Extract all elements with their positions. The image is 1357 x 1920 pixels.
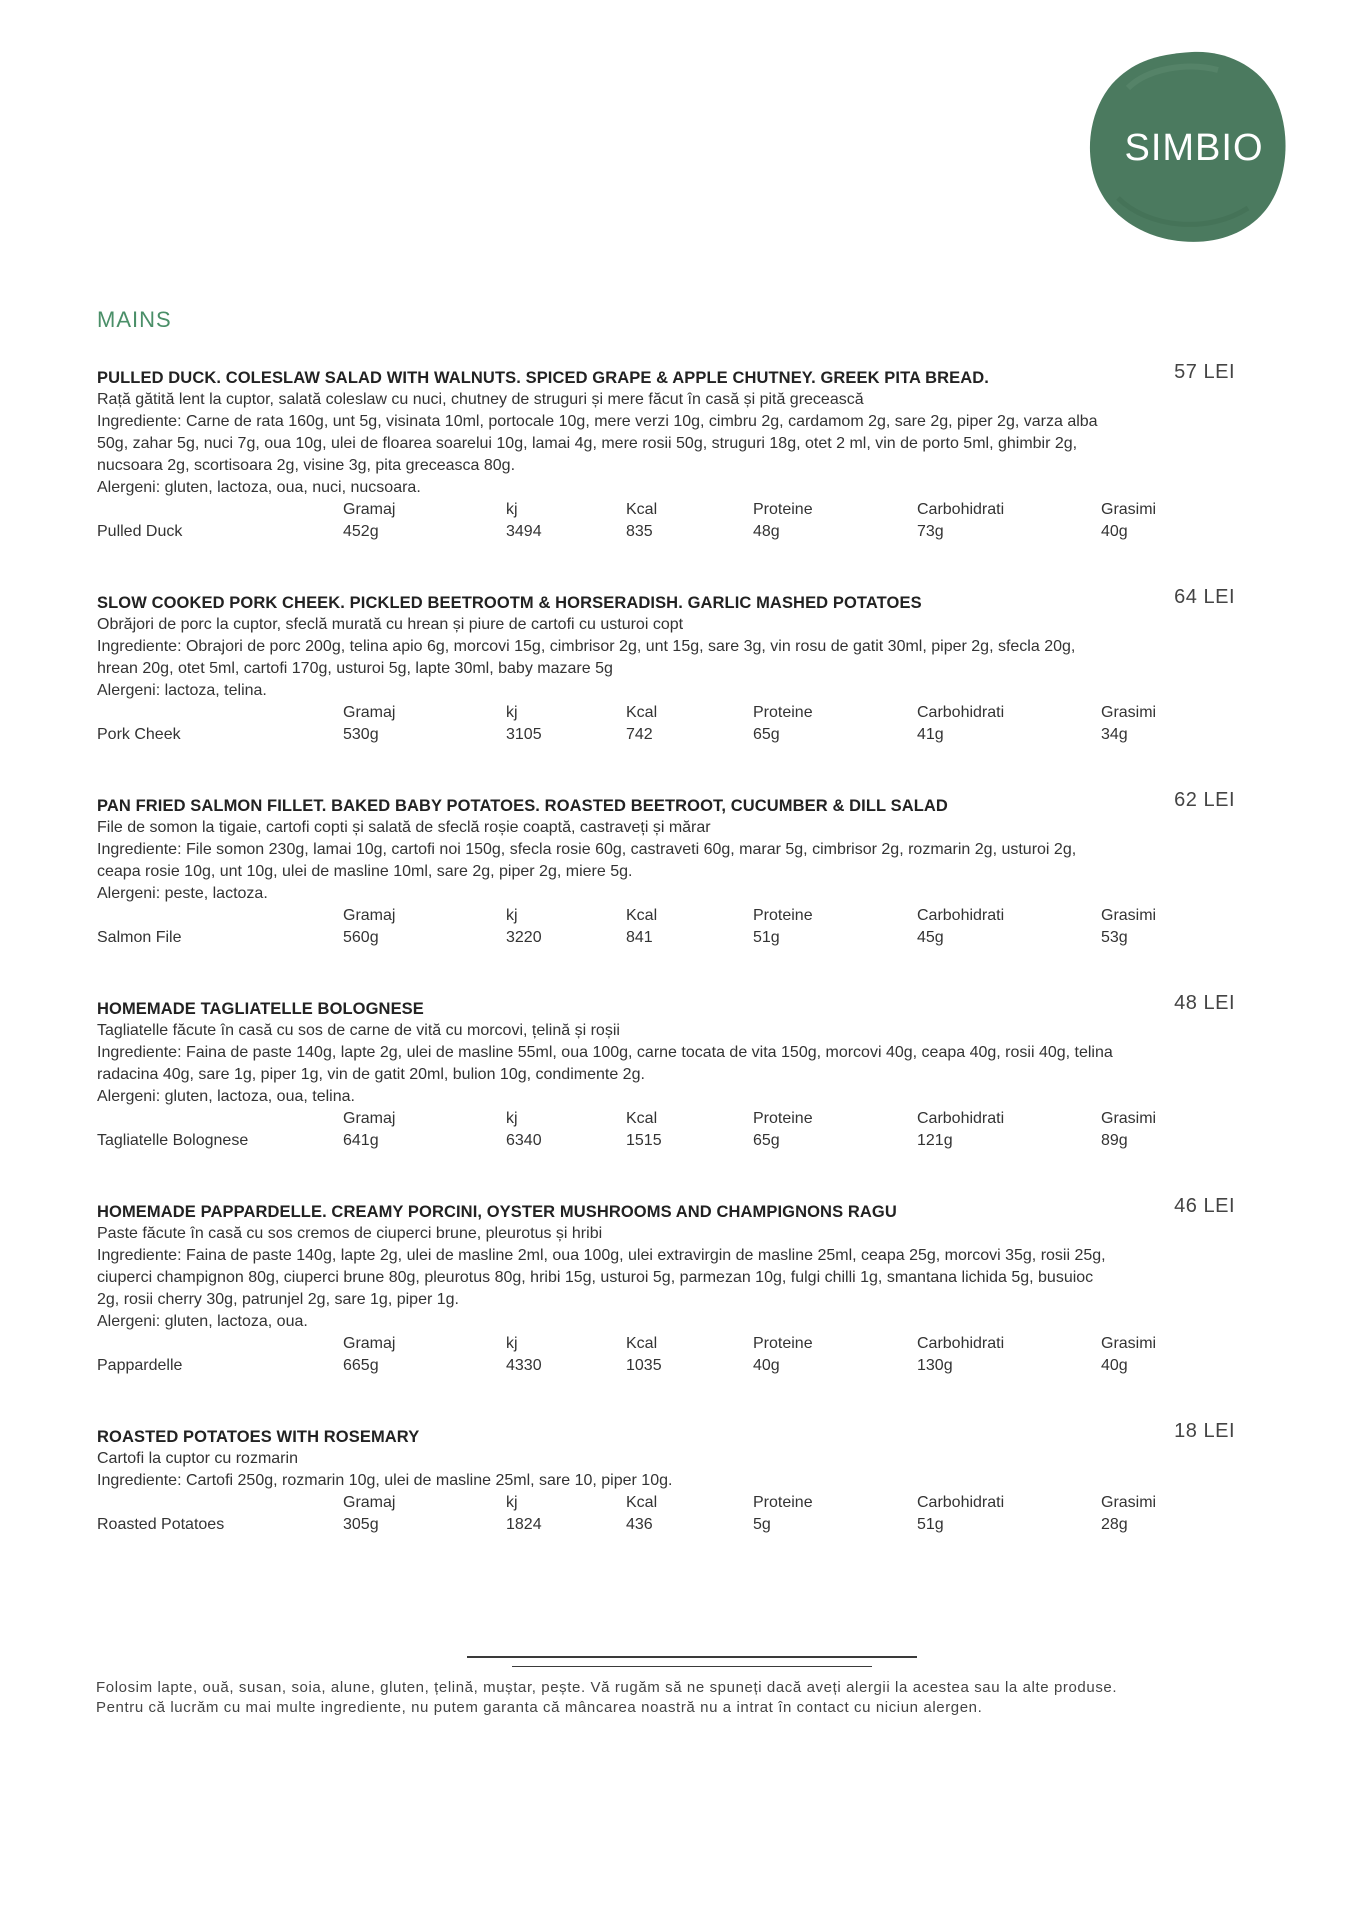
ingredients-line: Ingrediente: Cartofi 250g, rozmarin 10g, ulei de masline 25ml, sare 10, piper 10g. (97, 1472, 673, 1489)
dish-price: 18 LEI (1174, 1420, 1235, 1442)
nutrition-value: 530g (343, 726, 379, 743)
nutrition-value: 665g (343, 1357, 379, 1374)
allergens-line: Alergeni: gluten, lactoza, oua, telina. (97, 1088, 355, 1105)
dish-title: PULLED DUCK. COLESLAW SALAD WITH WALNUTS. SPICED GRAPE & APPLE CHUTNEY. GREEK PITA BREAD. (97, 369, 989, 387)
ingredients-line: Ingrediente: Carne de rata 160g, unt 5g, visinata 10ml, portocale 10g, mere verzi 10g, cimbru 2g, cardamom 2g, sare 2g, piper 2g, varza alba (97, 413, 1098, 430)
nutrition-header: Grasimi (1101, 1110, 1157, 1127)
dish-title: SLOW COOKED PORK CHEEK. PICKLED BEETROOTM & HORSERADISH. GARLIC MASHED POTATOES (97, 594, 922, 612)
nutrition-dish-name: Roasted Potatoes (97, 1516, 225, 1533)
ingredients-line: Ingrediente: File somon 230g, lamai 10g, cartofi noi 150g, sfecla rosie 60g, castraveti 60g, marar 5g, cimbrisor 2g, rozmarin 2g, usturoi 2g, (97, 841, 1077, 858)
dish-description: Tagliatelle făcute în casă cu sos de carne de vită cu morcovi, țelină și roșii (97, 1022, 620, 1039)
nutrition-header: Proteine (753, 1494, 813, 1511)
nutrition-header: Kcal (626, 1494, 658, 1511)
nutrition-value: 641g (343, 1132, 379, 1149)
nutrition-header: Gramaj (343, 907, 396, 924)
nutrition-value: 3494 (506, 523, 542, 540)
nutrition-header: Gramaj (343, 501, 396, 518)
nutrition-header: Carbohidrati (917, 907, 1005, 924)
nutrition-header: Carbohidrati (917, 704, 1005, 721)
nutrition-value: 4330 (506, 1357, 542, 1374)
nutrition-table (97, 702, 1267, 746)
nutrition-dish-name: Tagliatelle Bolognese (97, 1132, 249, 1149)
dish-title: HOMEMADE PAPPARDELLE. CREAMY PORCINI, OYSTER MUSHROOMS AND CHAMPIGNONS RAGU (97, 1203, 897, 1221)
nutrition-header: Proteine (753, 704, 813, 721)
nutrition-value: 560g (343, 929, 379, 946)
dish-description: Paste făcute în casă cu sos cremos de ciuperci brune, pleurotus și hribi (97, 1225, 603, 1242)
nutrition-header: Carbohidrati (917, 1110, 1005, 1127)
menu-item (97, 992, 1267, 1152)
nutrition-value: 51g (917, 1516, 944, 1533)
nutrition-value: 1035 (626, 1357, 662, 1374)
nutrition-header: Kcal (626, 1335, 658, 1352)
nutrition-table (97, 905, 1267, 949)
dish-price: 62 LEI (1174, 789, 1235, 811)
nutrition-header: Grasimi (1101, 501, 1157, 518)
nutrition-header: kj (506, 1494, 518, 1511)
nutrition-header: kj (506, 1110, 518, 1127)
nutrition-value: 130g (917, 1357, 953, 1374)
logo-text: SIMBIO (1124, 126, 1264, 169)
allergen-notice (96, 1678, 1276, 1718)
nutrition-value: 5g (753, 1516, 771, 1533)
nutrition-dish-name: Pork Cheek (97, 726, 181, 743)
nutrition-header: kj (506, 501, 518, 518)
nutrition-table (97, 1108, 1267, 1152)
nutrition-dish-name: Pappardelle (97, 1357, 183, 1374)
nutrition-value: 40g (1101, 1357, 1128, 1374)
nutrition-header: Grasimi (1101, 704, 1157, 721)
nutrition-table (97, 1333, 1267, 1377)
ingredients-line: nucsoara 2g, scortisoara 2g, visine 3g, pita greceasca 80g. (97, 457, 516, 474)
menu-item (97, 1420, 1267, 1536)
ingredients-line: hrean 20g, otet 5ml, cartofi 170g, usturoi 5g, lapte 30ml, baby mazare 5g (97, 660, 613, 677)
allergens-line: Alergeni: lactoza, telina. (97, 682, 267, 699)
nutrition-dish-name: Pulled Duck (97, 523, 183, 540)
ingredients-line: ceapa rosie 10g, unt 10g, ulei de masline 10ml, sare 2g, piper 2g, miere 5g. (97, 863, 633, 880)
dish-title: ROASTED POTATOES WITH ROSEMARY (97, 1428, 420, 1446)
allergens-line: Alergeni: peste, lactoza. (97, 885, 268, 902)
nutrition-value: 73g (917, 523, 944, 540)
nutrition-header: Gramaj (343, 1335, 396, 1352)
nutrition-value: 3105 (506, 726, 542, 743)
nutrition-value: 6340 (506, 1132, 542, 1149)
nutrition-header: kj (506, 907, 518, 924)
dish-description: Cartofi la cuptor cu rozmarin (97, 1450, 298, 1467)
allergens-line: Alergeni: gluten, lactoza, oua, nuci, nucsoara. (97, 479, 421, 496)
nutrition-value: 835 (626, 523, 653, 540)
nutrition-value: 48g (753, 523, 780, 540)
nutrition-value: 65g (753, 1132, 780, 1149)
nutrition-header: Grasimi (1101, 907, 1157, 924)
allergen-notice-line: Folosim lapte, ouă, susan, soia, alune, gluten, țelină, muștar, pește. Vă rugăm să ne spuneți dacă aveți alergii la acestea sau la alte produse. (96, 1679, 1118, 1696)
nutrition-header: kj (506, 1335, 518, 1352)
nutrition-value: 121g (917, 1132, 953, 1149)
nutrition-value: 3220 (506, 929, 542, 946)
dish-price: 48 LEI (1174, 992, 1235, 1014)
footer-divider-bottom (512, 1666, 872, 1667)
section-title: MAINS (97, 307, 172, 332)
nutrition-header: Kcal (626, 907, 658, 924)
nutrition-value: 841 (626, 929, 653, 946)
nutrition-value: 1515 (626, 1132, 662, 1149)
nutrition-value: 452g (343, 523, 379, 540)
nutrition-dish-name: Salmon File (97, 929, 182, 946)
menu-item (97, 789, 1267, 949)
dish-title: PAN FRIED SALMON FILLET. BAKED BABY POTATOES. ROASTED BEETROOT, CUCUMBER & DILL SALAD (97, 797, 948, 815)
nutrition-value: 436 (626, 1516, 653, 1533)
dish-description: Obrăjori de porc la cuptor, sfeclă murată cu hrean și piure de cartofi cu usturoi copt (97, 616, 684, 633)
menu-item (97, 1195, 1267, 1377)
footer-divider-top (467, 1656, 917, 1658)
nutrition-value: 45g (917, 929, 944, 946)
menu-item (97, 586, 1267, 746)
dish-description: Rață gătită lent la cuptor, salată coleslaw cu nuci, chutney de struguri și mere făcut în casă și pită grecească (97, 391, 864, 408)
dish-price: 46 LEI (1174, 1195, 1235, 1217)
nutrition-value: 65g (753, 726, 780, 743)
nutrition-value: 41g (917, 726, 944, 743)
nutrition-header: Carbohidrati (917, 1335, 1005, 1352)
ingredients-line: Ingrediente: Obrajori de porc 200g, telina apio 6g, morcovi 15g, cimbrisor 2g, unt 15g, sare 3g, vin rosu de gatit 30ml, piper 2g, sfecla 20g, (97, 638, 1076, 655)
nutrition-value: 53g (1101, 929, 1128, 946)
nutrition-table (97, 499, 1267, 543)
ingredients-line: 50g, zahar 5g, nuci 7g, oua 10g, ulei de floarea soarelui 10g, lamai 4g, mere rosii 50g, struguri 18g, otet 2 ml, vin de porto 5ml, ghimbir 2g, (97, 435, 1078, 452)
ingredients-line: 2g, rosii cherry 30g, patrunjel 2g, sare 1g, piper 1g. (97, 1291, 459, 1308)
nutrition-header: Proteine (753, 1110, 813, 1127)
allergen-notice-line: Pentru că lucrăm cu mai multe ingrediente, nu putem garanta că mâncarea noastră nu a intrat în contact cu niciun alergen. (96, 1699, 983, 1716)
nutrition-value: 40g (1101, 523, 1128, 540)
nutrition-header: Gramaj (343, 1494, 396, 1511)
nutrition-header: Carbohidrati (917, 1494, 1005, 1511)
nutrition-header: Proteine (753, 1335, 813, 1352)
nutrition-header: Proteine (753, 907, 813, 924)
dish-description: File de somon la tigaie, cartofi copti și salată de sfeclă roșie coaptă, castraveți și mărar (97, 819, 711, 836)
nutrition-value: 51g (753, 929, 780, 946)
dish-price: 57 LEI (1174, 361, 1235, 383)
nutrition-value: 89g (1101, 1132, 1128, 1149)
nutrition-value: 34g (1101, 726, 1128, 743)
nutrition-header: Kcal (626, 1110, 658, 1127)
allergens-line: Alergeni: gluten, lactoza, oua. (97, 1313, 308, 1330)
nutrition-value: 305g (343, 1516, 379, 1533)
nutrition-header: Carbohidrati (917, 501, 1005, 518)
ingredients-line: radacina 40g, sare 1g, piper 1g, vin de gatit 20ml, bulion 10g, condimente 2g. (97, 1066, 645, 1083)
ingredients-line: Ingrediente: Faina de paste 140g, lapte 2g, ulei de masline 55ml, oua 100g, carne tocata de vita 150g, morcovi 40g, ceapa 40g, rosii 40g, telina (97, 1044, 1113, 1061)
nutrition-value: 28g (1101, 1516, 1128, 1533)
ingredients-line: ciuperci champignon 80g, ciuperci brune 80g, pleurotus 80g, hribi 15g, usturoi 5g, parmezan 10g, fulgi chilli 1g, smantana lichida 5g, busuioc (97, 1269, 1094, 1286)
simbio-logo (1088, 48, 1288, 246)
menu-item (97, 361, 1267, 543)
nutrition-header: Kcal (626, 704, 658, 721)
nutrition-header: Proteine (753, 501, 813, 518)
nutrition-table (97, 1492, 1267, 1536)
dish-title: HOMEMADE TAGLIATELLE BOLOGNESE (97, 1000, 424, 1018)
nutrition-header: Grasimi (1101, 1494, 1157, 1511)
nutrition-header: Kcal (626, 501, 658, 518)
dish-price: 64 LEI (1174, 586, 1235, 608)
ingredients-line: Ingrediente: Faina de paste 140g, lapte 2g, ulei de masline 2ml, oua 100g, ulei extravirgin de masline 25ml, ceapa 25g, morcovi 35g, rosii 25g, (97, 1247, 1106, 1264)
nutrition-header: Gramaj (343, 1110, 396, 1127)
nutrition-value: 1824 (506, 1516, 542, 1533)
nutrition-header: Gramaj (343, 704, 396, 721)
nutrition-header: kj (506, 704, 518, 721)
nutrition-value: 40g (753, 1357, 780, 1374)
nutrition-header: Grasimi (1101, 1335, 1157, 1352)
nutrition-value: 742 (626, 726, 653, 743)
